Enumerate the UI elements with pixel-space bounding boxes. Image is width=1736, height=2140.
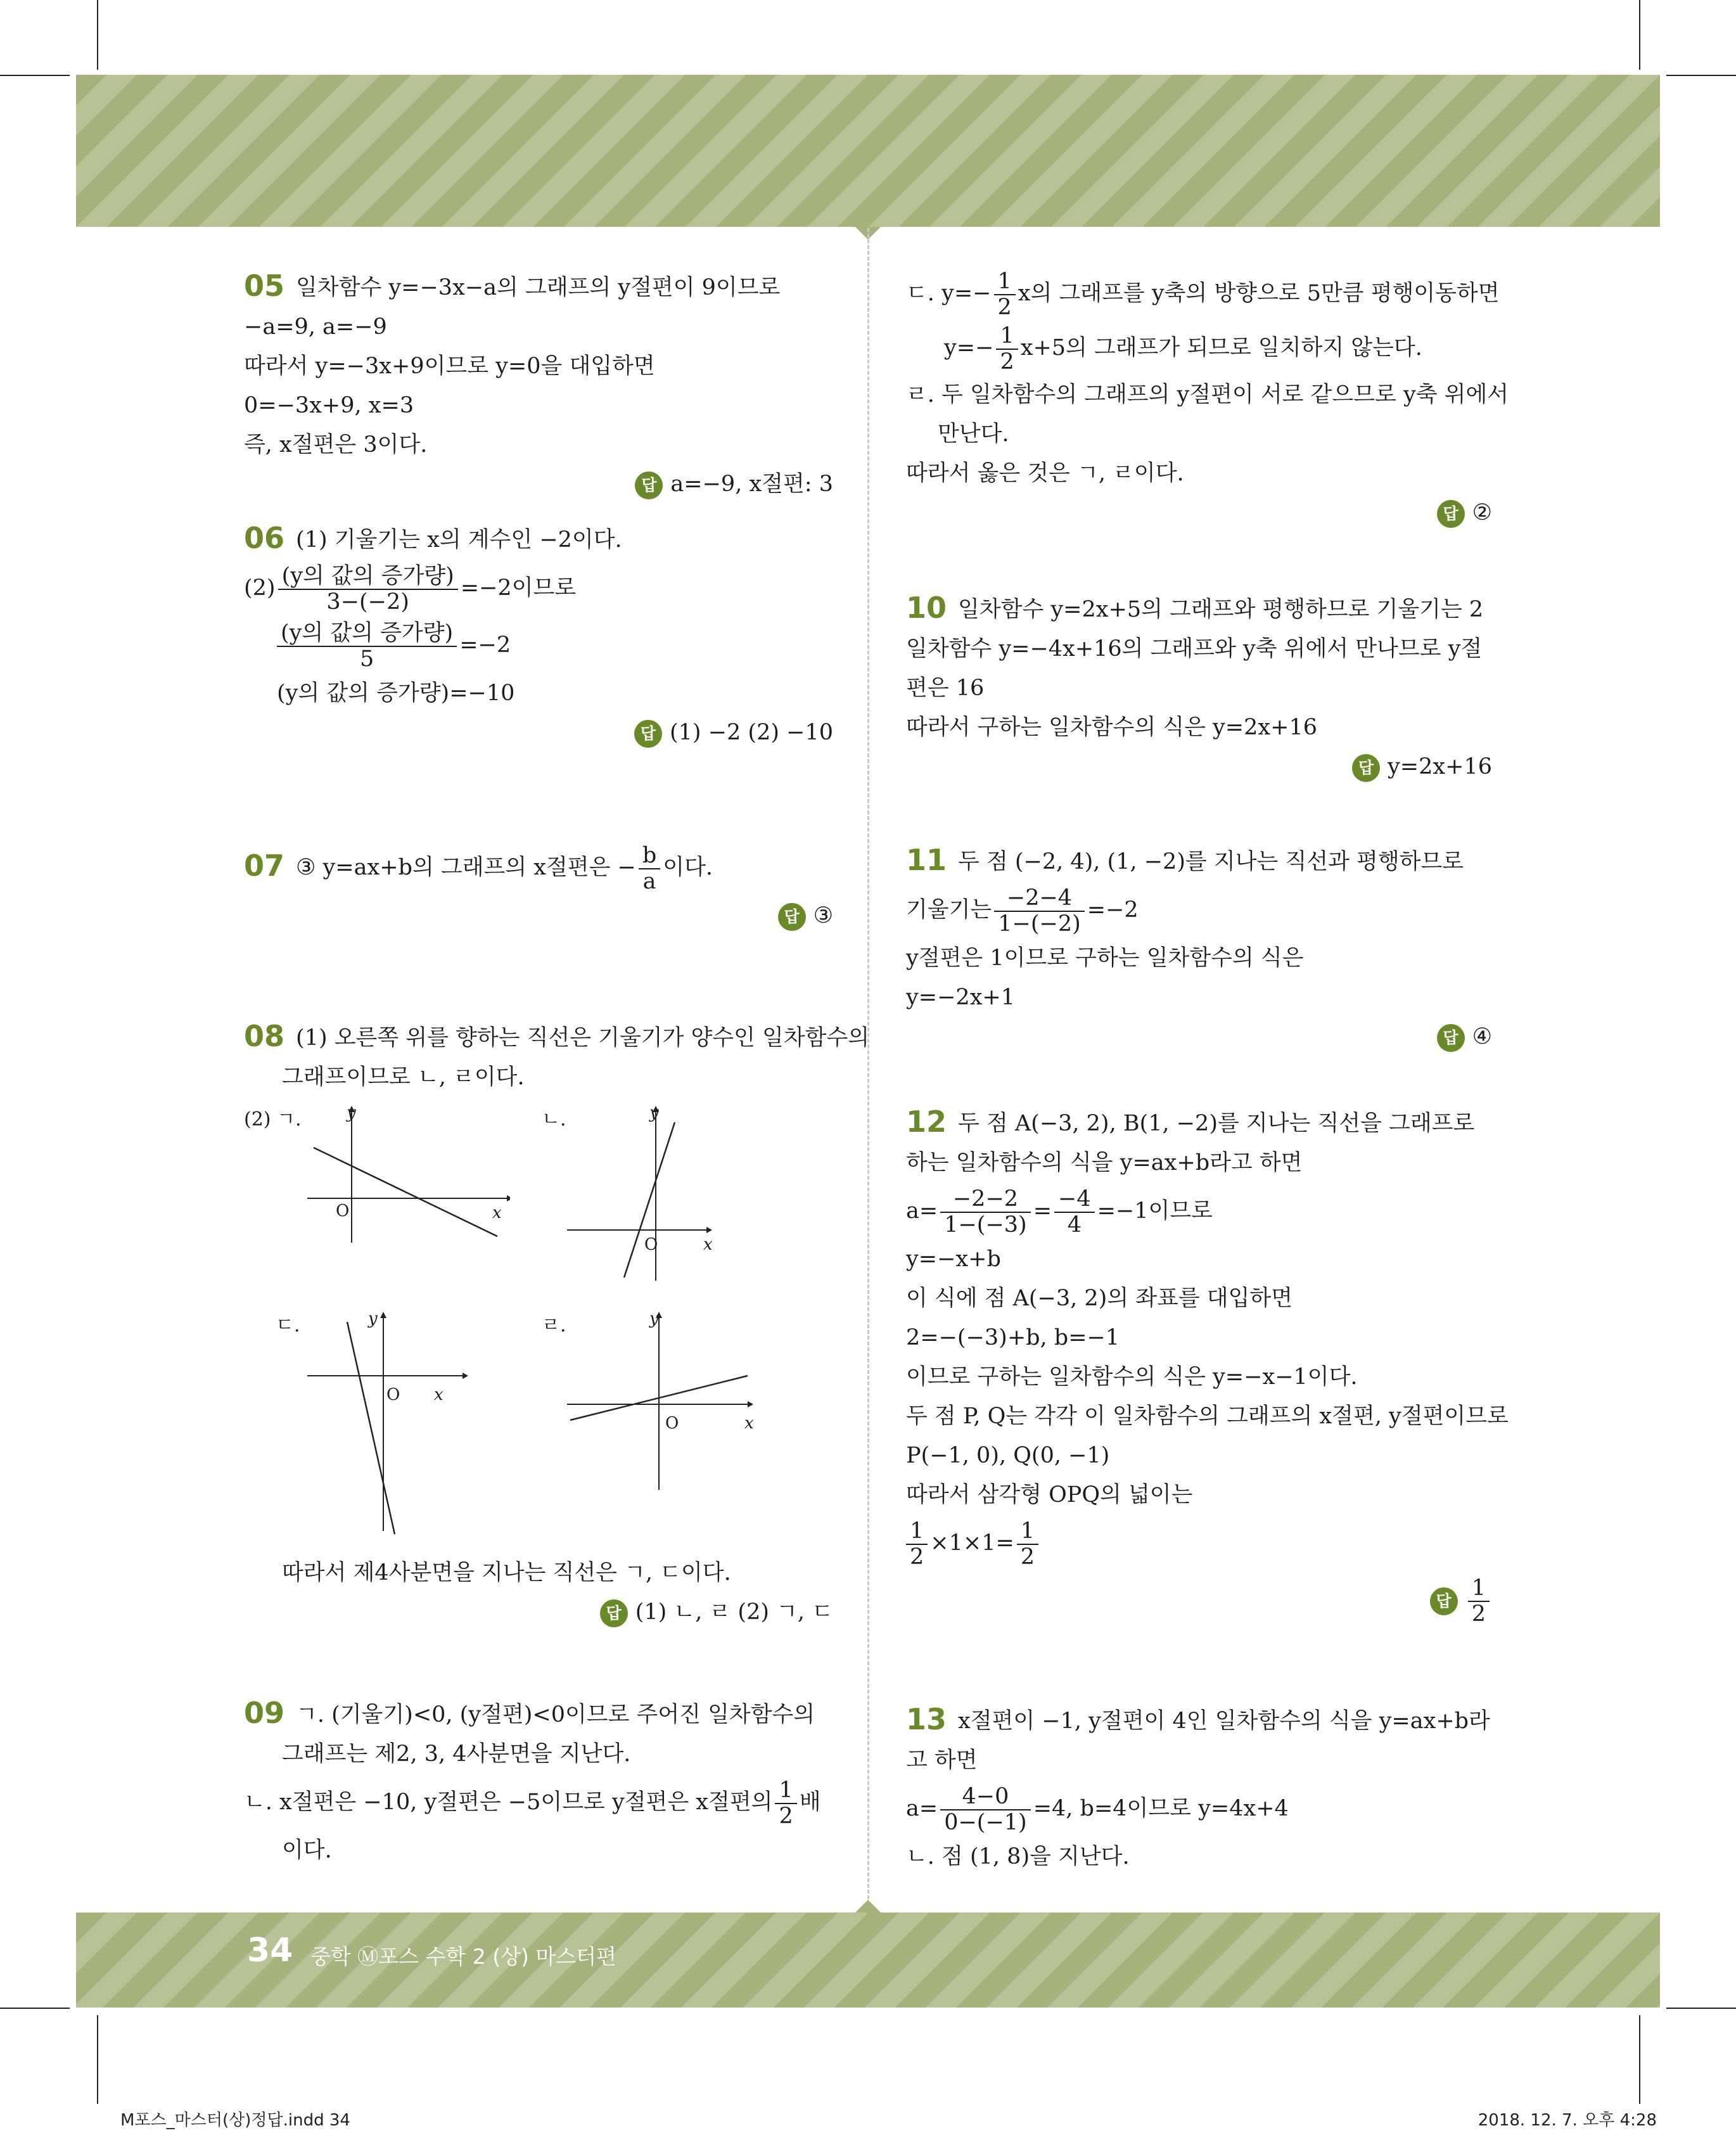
solution-text: =−2 [459,632,511,658]
solution-text: =−1이므로 [1097,1198,1213,1224]
answer-text: ② [1472,500,1492,525]
fraction-denominator: a [642,868,656,894]
answer-badge: 답 [1437,1024,1465,1052]
fraction [1017,1519,1038,1569]
solution-text: y=− [944,335,994,361]
fraction-denominator: 2 [910,1544,924,1570]
file-date: 2018. 12. 7. 오후 4:28 [1478,2111,1657,2130]
right-column [906,266,1509,1888]
fraction-numerator: 1 [1468,1576,1490,1602]
solution-line: 2=−(−3)+b, b=−1 [906,1325,1120,1350]
fraction-denominator: 4 [1067,1212,1082,1238]
answer-text: a=−9, x절편: 3 [670,471,833,497]
answer [906,1572,1492,1629]
axis-x: x [703,1235,713,1254]
solution-line: y=−2x+1 [906,985,1016,1010]
page-number: 34 [247,1932,293,1970]
answer-badge: 답 [1352,754,1380,782]
fraction-denominator: 2 [1000,349,1014,375]
answer-badge: 답 [778,903,806,931]
fraction-denominator: 5 [359,646,374,672]
solution-line: y절편은 1이므로 구하는 일차함수의 식은 [906,945,1304,971]
problem-number: 12 [906,1105,947,1139]
answer-fraction [1468,1576,1490,1626]
solution-line: (y의 값의 증가량)=−10 [277,681,515,706]
crop-mark [1639,0,1640,70]
crop-mark [97,0,98,70]
graph-a [307,1103,510,1268]
crop-mark [1666,75,1736,76]
axis-x: x [492,1203,502,1222]
solution-line: 즉, x절편은 3이다. [244,432,428,458]
fraction [639,843,660,894]
answer-badge: 답 [600,1599,628,1627]
answer-badge: 답 [1430,1587,1458,1615]
solution-line: 일차함수 y=−3x−a의 그래프의 y절편이 9이므로 [296,275,781,300]
fraction-numerator: −4 [1054,1187,1095,1213]
answer-badge: 답 [1437,500,1465,528]
solution-text: x의 그래프를 y축의 방향으로 5만큼 평행이동하면 [1018,281,1500,306]
answer-text: ④ [1472,1024,1492,1049]
axis-y: y [649,1309,659,1328]
answer [906,493,1492,532]
solution-line: 두 점 (−2, 4), (1, −2)를 지나는 직선과 평행하므로 [958,849,1464,875]
problem-09 [244,1674,833,1870]
solution-text: = [1033,1198,1052,1224]
solution-line: 일차함수 y=2x+5의 그래프와 평행하므로 기울기는 2 [958,597,1484,622]
graph-b [567,1103,732,1287]
solution-line: ㄴ. 점 (1, 8)을 지난다. [906,1844,1130,1869]
fraction-numerator: 1 [996,324,1018,350]
axis-y: y [368,1309,378,1328]
solution-line: 이다. [282,1838,332,1863]
problem-06 [244,518,833,807]
problem-08 [244,1016,870,1663]
crop-mark [97,2015,98,2104]
solution-line: 이므로 구하는 일차함수의 식은 y=−x−1이다. [906,1364,1358,1390]
file-name: M포스_마스터(상)정답.indd 34 [120,2111,350,2130]
problem-number: 06 [244,521,285,555]
book-title: 중학 Ⓜ포스 수학 2 (상) 마스터편 [310,1944,616,1969]
answer [244,896,833,935]
problem-13 [906,1693,1492,1876]
fraction [940,1187,1031,1237]
answer [906,747,1492,786]
problem-11 [906,840,1492,1091]
graph-c [307,1309,497,1544]
solution-text: =−2이므로 [460,575,577,601]
fraction-denominator: 1−(−3) [944,1212,1027,1238]
problem-number: 07 [244,849,285,883]
left-column [244,266,870,1881]
problem-number: 09 [244,1696,285,1730]
origin-label: O [665,1414,679,1433]
fraction-numerator: (y의 값의 증가량) [278,564,458,590]
solution-line: 따라서 구하는 일차함수의 식은 y=2x+16 [906,715,1318,740]
fraction-denominator: 2 [1020,1544,1035,1570]
solution-line: 따라서 옳은 것은 ㄱ, ㄹ이다. [906,461,1184,486]
fraction-denominator: 0−(−1) [944,1809,1027,1835]
solution-line: 만난다. [938,421,1009,447]
item-label: (2) [244,575,276,601]
column-divider [867,228,869,1911]
axis-y: y [649,1103,659,1122]
graph-label: ㄴ. [542,1108,566,1131]
problem-12 [906,1102,1509,1682]
fraction [278,564,458,614]
solution-text: =4, b=4이므로 y=4x+4 [1033,1796,1289,1821]
problem-09-continued [906,266,1509,567]
solution-text: 이다. [663,855,713,880]
solution-line: 고 하면 [906,1748,978,1773]
solution-text: ㄴ. x절편은 −10, y절편은 −5이므로 y절편은 x절편의 [244,1790,773,1815]
fraction [940,1784,1031,1835]
graph-d [567,1309,776,1493]
solution-line: 두 점 P, Q는 각각 이 일차함수의 그래프의 x절편, y절편이므로 [906,1404,1509,1429]
solution-text: 배 [799,1790,821,1815]
solution-line: x절편이 −1, y절편이 4인 일차함수의 식을 y=ax+b라 [958,1708,1490,1734]
fraction [277,621,457,671]
answer-badge: 답 [634,720,662,748]
answer-text: y=2x+16 [1388,754,1492,779]
solution-text: ③ y=ax+b의 그래프의 x절편은 − [296,855,636,880]
problem-number: 08 [244,1019,285,1053]
solution-line: (1) 오른쪽 위를 향하는 직선은 기울기가 양수인 일차함수의 [296,1025,870,1051]
solution-line: 따라서 y=−3x+9이므로 y=0을 대입하면 [244,354,655,379]
solution-line: ㄱ. (기울기)<0, (y절편)<0이므로 주어진 일차함수의 [296,1702,815,1727]
problem-number: 13 [906,1702,947,1736]
origin-label: O [644,1235,658,1254]
fraction-denominator: 1−(−2) [998,911,1081,937]
fraction-numerator: 4−0 [940,1784,1031,1810]
problem-number: 11 [906,843,947,877]
solution-text: 기울기는 [906,897,992,923]
solution-line: 따라서 삼각형 OPQ의 넓이는 [906,1482,1193,1508]
axis-y: y [347,1103,356,1122]
problem-05 [244,266,833,507]
fraction [996,324,1018,374]
solution-text: ×1×1= [930,1530,1014,1556]
solution-line: (1) 기울기는 x의 계수인 −2이다. [296,527,622,553]
answer-text: (1) ㄴ, ㄹ (2) ㄱ, ㄷ [635,1599,833,1625]
solution-line: y=−x+b [906,1246,1001,1272]
solution-line: ㄹ. 두 일차함수의 그래프의 y절편이 서로 같으므로 y축 위에서 [906,382,1509,407]
solution-line: 0=−3x+9, x=3 [244,393,414,418]
fraction [994,886,1085,936]
solution-line: 그래프는 제2, 3, 4사분면을 지난다. [282,1741,631,1767]
fraction [1054,1187,1095,1237]
answer [244,465,833,504]
fraction-numerator: 1 [994,269,1016,295]
axis-x: x [744,1414,754,1433]
fraction-numerator: (y의 값의 증가량) [277,621,457,647]
crop-mark [1666,2008,1736,2009]
answer [244,1592,833,1632]
answer [244,713,833,752]
solution-line: 편은 16 [906,676,985,701]
solution-line: 일차함수 y=−4x+16의 그래프와 y축 위에서 만나므로 y절 [906,636,1483,662]
fraction [775,1778,796,1828]
answer-text: (1) −2 (2) −10 [670,720,833,745]
solution-text: a= [906,1796,938,1821]
fraction-numerator: −2−4 [994,886,1085,912]
solution-text: ㄷ. y=− [906,281,992,306]
fraction [994,269,1016,319]
fraction-numerator: 1 [1017,1519,1038,1545]
header-band [76,75,1660,227]
axis-x: x [434,1385,444,1404]
solution-line: P(−1, 0), Q(0, −1) [906,1443,1110,1468]
answer [906,1017,1492,1056]
answer-text: ③ [813,903,833,928]
solution-text: a= [906,1198,938,1224]
problem-number: 10 [906,591,947,625]
crop-mark [0,2008,70,2009]
fraction-numerator: −2−2 [940,1187,1031,1213]
graph-label: ㄹ. [542,1314,566,1336]
solution-line: 하는 일차함수의 식을 y=ax+b라고 하면 [906,1150,1303,1176]
answer-badge: 답 [635,471,663,499]
problem-number: 05 [244,269,285,303]
fraction-denominator: 3−(−2) [326,589,409,615]
solution-text: x+5의 그래프가 되므로 일치하지 않는다. [1020,335,1422,361]
solution-text: =−2 [1087,897,1139,923]
crop-mark [0,75,70,76]
fraction-denominator: 2 [1471,1601,1486,1627]
problem-10 [906,579,1492,829]
fraction-numerator: b [639,843,660,869]
solution-line: 이 식에 점 A(−3, 2)의 좌표를 대입하면 [906,1286,1293,1311]
fraction-numerator: 1 [906,1519,928,1545]
solution-line: 따라서 제4사분면을 지나는 직선은 ㄱ, ㄷ이다. [282,1560,731,1586]
solution-line: 두 점 A(−3, 2), B(1, −2)를 지나는 직선을 그래프로 [958,1111,1475,1136]
problem-07 [244,818,833,1005]
origin-label: O [386,1385,400,1404]
graph-group [244,1097,833,1579]
fraction-denominator: 2 [997,294,1012,320]
graph-label: (2) ㄱ. [244,1108,302,1131]
crop-mark [1639,2015,1640,2104]
footer-notch [855,1900,881,1913]
origin-label: O [336,1201,350,1221]
fraction [906,1519,928,1569]
solution-line: 그래프이므로 ㄴ, ㄹ이다. [282,1065,525,1090]
graph-label: ㄷ. [276,1314,300,1336]
solution-line: −a=9, a=−9 [244,314,387,340]
fraction-numerator: 1 [775,1778,796,1804]
fraction-denominator: 2 [779,1803,793,1829]
